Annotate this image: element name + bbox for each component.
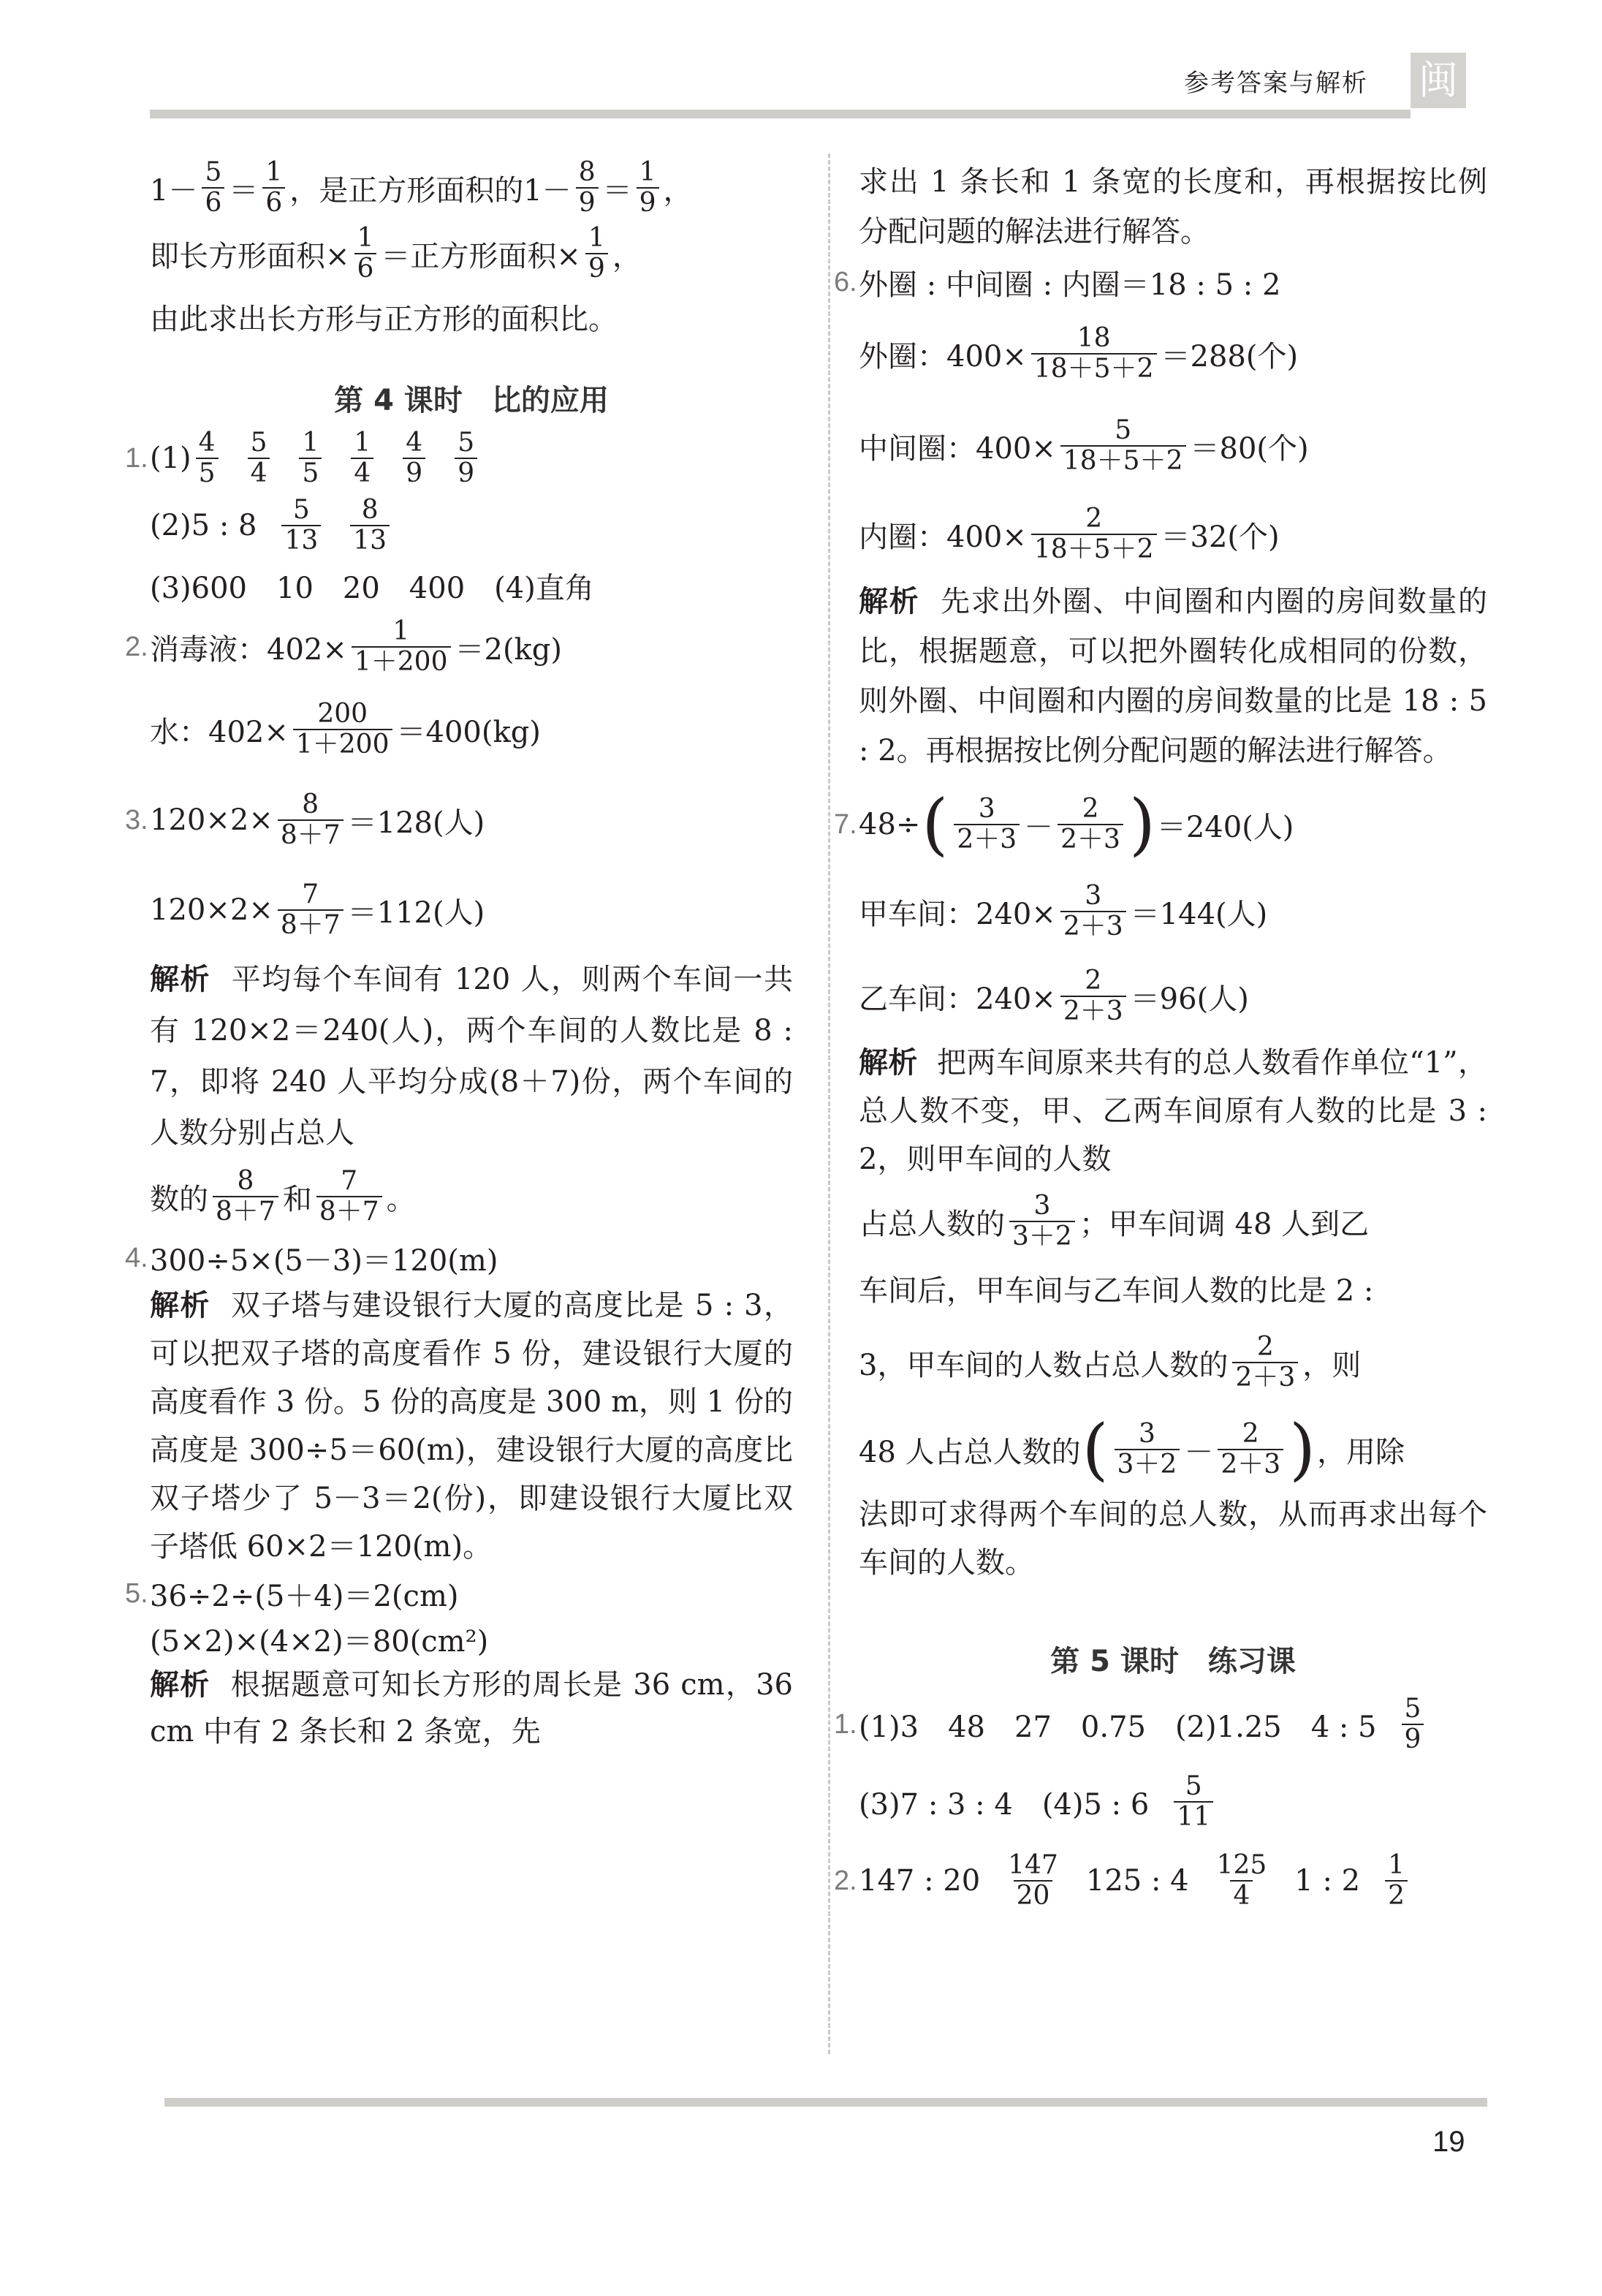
fraction: $\frac{2}{2+3}$ <box>1058 795 1123 855</box>
fraction: $\frac{18}{18+5+2}$ <box>1031 324 1157 384</box>
header-title: 参考答案与解析 <box>1184 69 1368 98</box>
q5-explanation: 解析 根据题意可知长方形的周长是 36 cm，36 cm 中有 2 条长和 2 条宽，先 <box>150 1668 794 1748</box>
fraction: $\frac{1}{9}$ <box>637 158 659 219</box>
fraction: $\frac{3}{3+2}$ <box>1115 1420 1180 1480</box>
fraction: $\frac{147}{20}$ <box>1008 1849 1058 1911</box>
fraction: $\frac{4}{9}$ <box>403 428 425 489</box>
q7-explanation-line-b: 车间后，甲车间与乙车间人数的比是 2 : <box>859 1273 1374 1308</box>
q7-explanation-line-a: 占总人数的 $\frac{3}{3+2}$ ；甲车间调 48 人到乙 <box>859 1190 1370 1251</box>
right-parenthesis: ) <box>1289 1410 1316 1488</box>
q2-line-1: 2. 消毒液：402× $\frac{1}{1+200}$ ＝2(kg) <box>125 615 563 677</box>
question-number: 3. <box>125 804 148 836</box>
section-title-lesson-4: 第 4 课时 比的应用 <box>334 384 609 417</box>
q7-line-3: 乙车间：240× $\frac{2}{2+3}$ ＝96(人) <box>859 965 1249 1026</box>
question-number: 5. <box>125 1577 148 1609</box>
fraction: $\frac{1}{6}$ <box>354 224 377 284</box>
fraction: $\frac{5}{6}$ <box>202 158 224 219</box>
page-number: 19 <box>1432 2126 1465 2158</box>
fraction: $\frac{5}{18+5+2}$ <box>1060 416 1186 477</box>
left-parenthesis: ( <box>922 785 949 863</box>
analysis-label: 解析 <box>150 963 211 996</box>
q6-line-3: 中间圈：400× $\frac{5}{18+5+2}$ ＝80(个) <box>859 414 1309 476</box>
fraction: $\frac{7}{8+7}$ <box>316 1167 382 1227</box>
fraction: $\frac{1}{1+200}$ <box>352 617 451 678</box>
q3-line-2: 120×2× $\frac{7}{8+7}$ ＝112(人) <box>150 879 485 940</box>
fraction: $\frac{1}{5}$ <box>299 428 322 489</box>
fraction: $\frac{8}{8+7}$ <box>278 790 343 851</box>
q4-line-1: 4. 300÷5×(5－3)＝120(m) <box>125 1242 498 1278</box>
analysis-label: 解析 <box>859 1046 918 1080</box>
fraction: $\frac{2}{2+3}$ <box>1218 1420 1283 1480</box>
fraction: $\frac{1}{6}$ <box>262 158 285 219</box>
fraction: $\frac{5}{13}$ <box>281 496 321 556</box>
question-number: 7. <box>834 808 857 840</box>
q2-line-2: 水：402× $\frac{200}{1+200}$ ＝400(kg) <box>150 698 541 759</box>
p1-line-2: (3)7 : 3 : 4 (4)5 : 6 $\frac{5}{11}$ <box>859 1759 1487 1844</box>
footer-rule <box>164 2098 1487 2107</box>
q3-line-1: 3. 120×2× $\frac{8}{8+7}$ ＝128(人) <box>125 789 485 850</box>
fraction: $\frac{5}{4}$ <box>248 428 270 489</box>
p1-line-1: 1. (1)3 48 27 0.75 (2)1.25 4 : 5 $\frac{5}{9}$ <box>859 1689 1487 1759</box>
right-parenthesis: ) <box>1128 785 1155 863</box>
q5-line-1: 5. 36÷2÷(5＋4)＝2(cm) <box>125 1577 459 1613</box>
analysis-label: 解析 <box>150 1668 210 1702</box>
header-rule <box>150 110 1411 118</box>
left-parenthesis: ( <box>1082 1410 1109 1488</box>
fraction: $\frac{5}{9}$ <box>455 428 477 489</box>
fraction: $\frac{2}{2+3}$ <box>1232 1333 1298 1393</box>
right-column <box>834 157 1488 1917</box>
left-column <box>125 156 794 1755</box>
analysis-label: 解析 <box>150 1289 210 1322</box>
fraction: $\frac{3}{2+3}$ <box>954 795 1020 855</box>
q5-explanation-continued: 求出 1 条长和 1 条宽的长度和，再根据按比例分配问题的解法进行解答。 <box>859 165 1487 249</box>
p2-line-1: 2. 147 : 20 $\frac{147}{20}$ 125 : 4 $\frac{125}{4}$ 1 : 2 $\frac{1}{2}$ <box>859 1844 1487 1917</box>
region-badge: 闽 <box>1411 53 1466 108</box>
fraction: $\frac{125}{4}$ <box>1216 1849 1267 1911</box>
fraction: $\frac{4}{5}$ <box>196 428 219 489</box>
q6-explanation: 解析 先求出外圈、中间圈和内圈的房间数量的比，根据题意，可以把外圈转化成相同的份数，则外圈、中间圈和内圈的房间数量的比是 18 : 5 : 2。再根据按比例分配问题的解法进行解答。 <box>859 585 1488 768</box>
q7-explanation-end: 法即可求得两个车间的总人数，从而再求出每个车间的人数。 <box>859 1498 1487 1580</box>
fraction: $\frac{200}{1+200}$ <box>293 700 392 760</box>
fraction: $\frac{1}{4}$ <box>351 428 373 489</box>
intro-line-1: 1－ $\frac{5}{6}$ ＝ $\frac{1}{6}$ ，是正方形面积的1－ $\frac{8}{9}$ ＝ $\frac{1}{9}$ ， <box>150 156 693 218</box>
q5-line-2: (5×2)×(4×2)＝80(cm²) <box>150 1624 489 1659</box>
fraction: $\frac{7}{8+7}$ <box>278 880 343 941</box>
q1-line-1: 1. (1) $\frac{4}{5}$ $\frac{5}{4}$ $\frac{1}{5}$ $\frac{1}{4}$ $\frac{4}{9}$ $\frac{5}{9}$ <box>150 428 793 489</box>
fraction: $\frac{2}{18+5+2}$ <box>1031 504 1157 565</box>
question-number: 2. <box>834 1865 857 1896</box>
analysis-label: 解析 <box>859 585 920 618</box>
question-number: 4. <box>125 1242 148 1273</box>
q1-line-2: (2)5 : 8 $\frac{5}{13}$ $\frac{8}{13}$ <box>150 489 793 562</box>
intro-line-3: 由此求出长方形与正方形的面积比。 <box>150 302 618 336</box>
fraction: $\frac{8}{8+7}$ <box>213 1167 278 1227</box>
q1-line-3: (3)600 10 20 400 (4)直角 <box>150 571 594 605</box>
q6-line-2: 外圈：400× $\frac{18}{18+5+2}$ ＝288(个) <box>859 322 1299 384</box>
question-number: 6. <box>834 266 857 298</box>
q6-line-4: 内圈：400× $\frac{2}{18+5+2}$ ＝32(个) <box>859 503 1280 564</box>
q3-explanation: 解析 平均每个车间有 120 人，则两个车间一共有 120×2＝240(人)，两个车间的人数比是 8 : 7，即将 240 人平均分成(8＋7)份，两个车间的人数分别占总人 <box>150 963 794 1150</box>
fraction: $\frac{8}{13}$ <box>350 496 390 556</box>
fraction: $\frac{3}{2+3}$ <box>1060 882 1126 942</box>
q7-line-1: 7. 48÷ ( $\frac{3}{2+3}$ － $\frac{2}{2+3}$ ) ＝240(人) <box>834 785 1294 863</box>
fraction: $\frac{8}{9}$ <box>576 158 599 219</box>
intro-line-2: 即长方形面积× $\frac{1}{6}$ ＝正方形面积× $\frac{1}{9}$ ， <box>150 222 642 284</box>
fraction: $\frac{2}{2+3}$ <box>1060 966 1126 1027</box>
section-title-lesson-5: 第 5 课时 练习课 <box>1050 1645 1296 1678</box>
q3-explanation-last: 数的 $\frac{8}{8+7}$ 和 $\frac{7}{8+7}$ 。 <box>150 1165 416 1227</box>
fraction: $\frac{3}{3+2}$ <box>1009 1191 1075 1252</box>
question-number: 1. <box>125 442 148 474</box>
fraction: $\frac{1}{9}$ <box>585 224 608 284</box>
fraction: $\frac{1}{2}$ <box>1385 1851 1408 1912</box>
question-number: 1. <box>834 1708 857 1740</box>
q4-explanation: 解析 双子塔与建设银行大厦的高度比是 5 : 3，可以把双子塔的高度看作 5 份，建设银行大厦的高度看作 3 份。5 份的高度是 300 m，则 1 份的高度是 300÷5＝60(m)，建设银行大厦的高度比双子塔少了 5－3＝2(份)，即建设银行大厦比双子塔低 60×2＝120(m)。 <box>150 1289 793 1564</box>
q7-explanation: 解析 把两车间原来共有的总人数看作单位“1”，总人数不变，甲、乙两车间原有人数的比是 3 : 2，则甲车间的人数 <box>859 1046 1487 1176</box>
fraction: $\frac{5}{9}$ <box>1402 1694 1424 1755</box>
q7-explanation-line-d: 48 人占总人数的 ( $\frac{3}{3+2}$ － $\frac{2}{2+3}$ ) ，用除 <box>859 1410 1405 1488</box>
question-number: 2. <box>125 631 148 662</box>
q6-line-1: 6. 外圈 : 中间圈 : 内圈＝18 : 5 : 2 <box>834 266 1281 302</box>
q7-explanation-line-c: 3，甲车间的人数占总人数的 $\frac{2}{2+3}$ ，则 <box>859 1331 1362 1393</box>
column-divider <box>828 154 830 2054</box>
q7-line-2: 甲车间：240× $\frac{3}{2+3}$ ＝144(人) <box>859 880 1268 941</box>
fraction: $\frac{5}{11}$ <box>1174 1772 1213 1833</box>
